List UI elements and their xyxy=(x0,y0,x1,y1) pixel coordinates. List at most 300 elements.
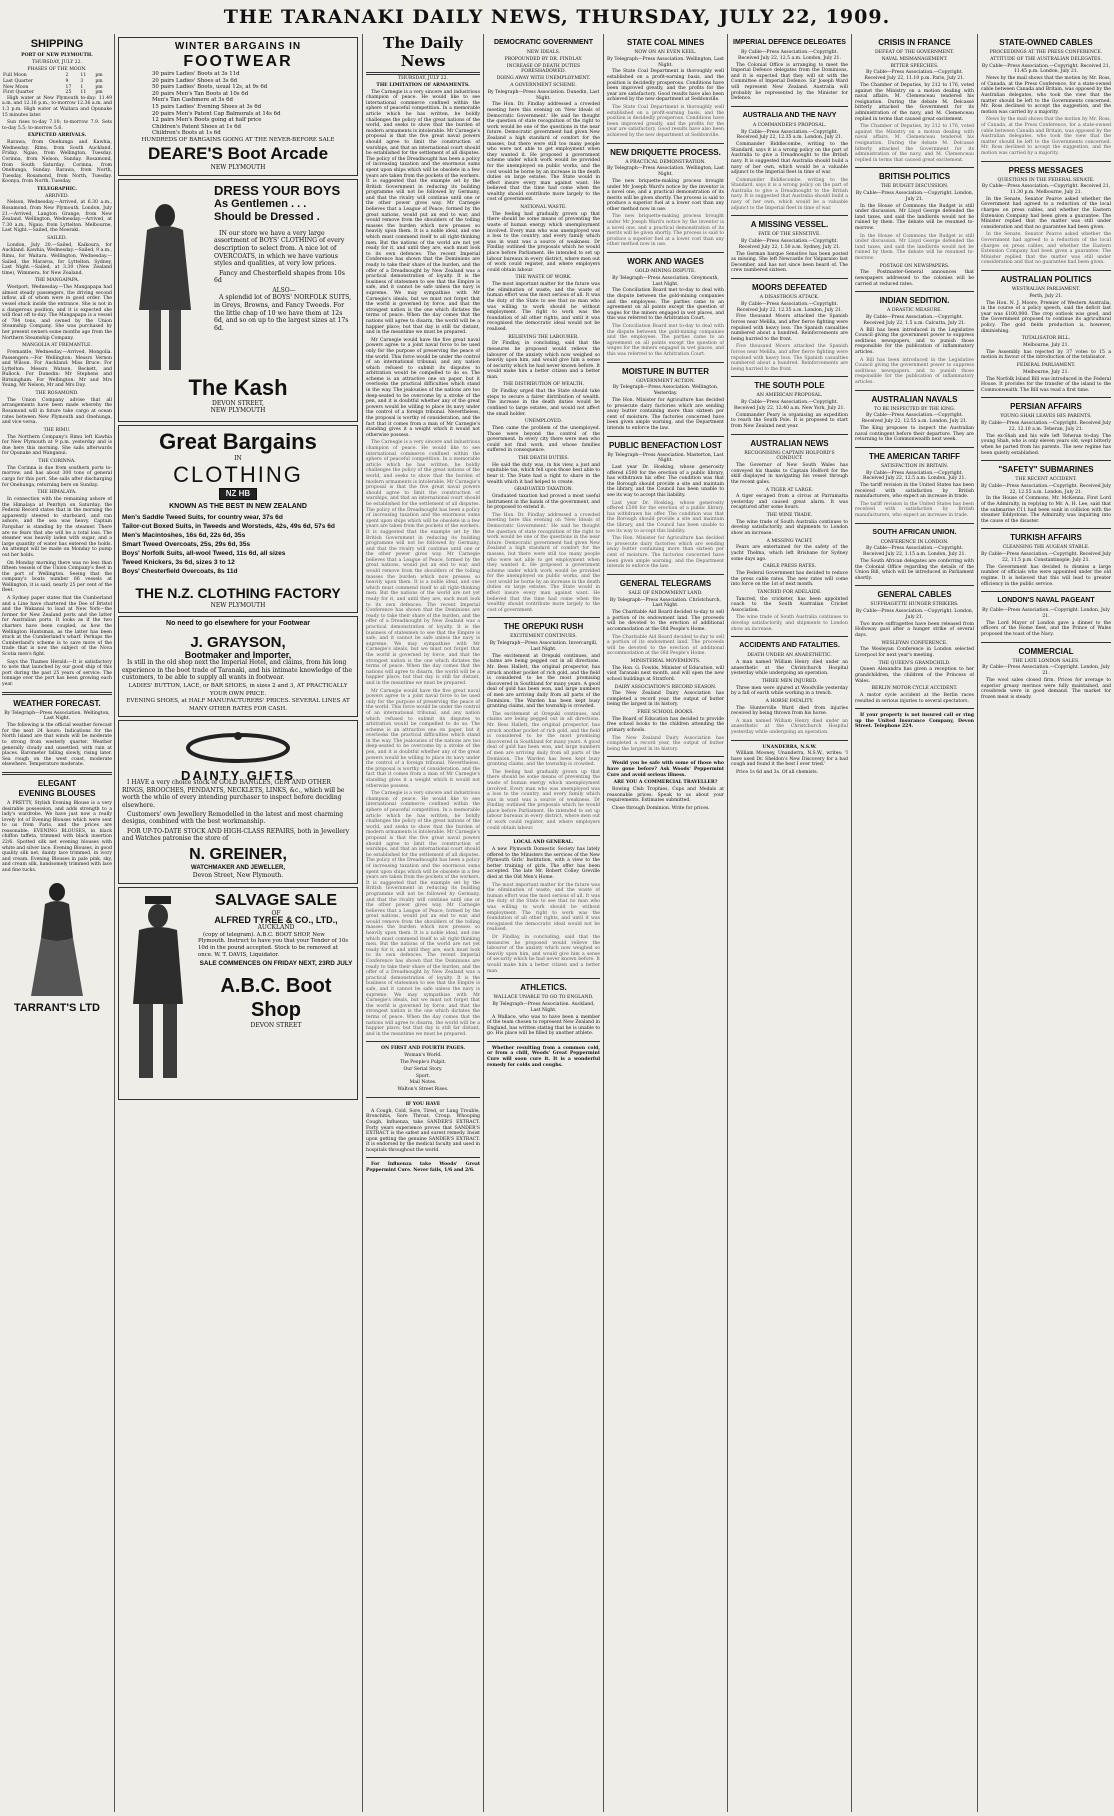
greiner-title: N. GREINER, xyxy=(189,845,287,863)
list-item: 15 pairs Ladies' Evening Shoes at 3s 6d xyxy=(152,103,262,110)
lady-figure-icon xyxy=(27,878,87,998)
dateline: By Cable—Press Association.—Copyright. Received July 22, 12.55 a.m. London, July 21. xyxy=(981,483,1111,495)
article-text: A motor cycle accident at the Berlin races resulted in serious injuries to several spectators. xyxy=(855,692,974,704)
article-text: The Postmaster-General announces that newspapers addressed to the colonies will be carried at reduced rates. xyxy=(855,270,974,287)
dateline: Melbourne, July 21. xyxy=(1023,342,1069,348)
article-text: The Conciliation Board met to-day to deal with the dispute between the gold-mining companies and the employees. The parties came to an agreement on all points except the question of wages for the miners engaged in wet places, and this was referred to the Arbitration Court. xyxy=(607,288,724,322)
general-cables-heading: GENERAL CABLES xyxy=(877,590,952,600)
subheading: THE WINE TRADE. xyxy=(766,513,813,519)
article-text: The Board of Education has decided to provide free school books to the children attending the primary schools. xyxy=(607,716,724,734)
mangapapa-text: Westport, Wednesday.—The Mangapapa had almost steady passengers, the driving second inflow, all of whom were in good order. The vessel stuck inside the entrance. She is not in a dangerous position, and it is expected she will float off to-day. The Mangapapa is a vessel of 784 tons, and owned by the Union Steamship Company. She was purchased by her present owners some months ago from the Northern Steamship Company. xyxy=(2,285,112,341)
article-text: In the Senate, Senator Pearce asked whether the Government had agreed to a reduction of the local charges on press cables, and whether the Eastern Extension Company had been given a guarantee. The Minister replied that the matter was still under consideration and that no guarantee had been given. xyxy=(981,196,1111,230)
himalaya-text: In connection with the remaining ashore of the Himalaya at Penrhyn on Saturday, the Federal Record states that in the morning the apparently steered to starboard, and ran ashore, and the sea was heavy. Captain Farquhar is standing by the steamer. There are no fears that she will be a total loss. The steamer was heavily laden with sugar, and a large quantity of water has entered the holds. An attempt will be made on Monday to pump out her holds. xyxy=(2,496,112,558)
article-text: The Chamber of Deputies, by 212 to 176, voted against the Ministry on a motion dealing with naval affairs. M. Clemenceau tendered his resignation. During the debate M. Delcassé bitterly attacked the Government for its administration of the navy, and M. Clemenceau replied in terms that caused great excitement. xyxy=(855,124,974,163)
expected-text: Rarawa, from Onehunga and Kawhia, Wednesday. Rimu, from South Auckland, Friday. Ngaio, from Wellington, Tuesday. Corinna, from Nelson, Sunday. Rosamond, from South Saturday. Corinna, from Onehunga, Sunday. Rarawa, from North, Tuesday. Rosamond, from North, Tuesday. Koonya, from North, Tuesday. xyxy=(2,140,112,185)
list-item: 20 pairs Men's Tan Boots at 10s 6d xyxy=(152,90,249,97)
table-row: Last Quarter 9 3 pm xyxy=(3,78,103,84)
mangapapa-heading: THE MANGAPAPA. xyxy=(34,278,80,284)
subheading: GOLD-MINING DISPUTE. xyxy=(635,269,696,275)
dateline: By Telegraph—Press Association. Invercargill, Last Night. xyxy=(489,641,598,653)
woods-ad-text: Whether resulting from a common cold, or from a chill, Woods' Great Peppermint Cure will soon cure it. It is a wonderful remedy for colds and coughs. xyxy=(487,1045,600,1068)
subheading: A HORSE FATALITY. xyxy=(765,698,814,704)
elegant-heading: ELEGANT xyxy=(37,778,77,788)
list-item: Tailor-cut Boxed Suits, in Tweeds and Worsteds, 42s, 49s 6d, 57s 6d xyxy=(122,522,335,530)
tarrants-logo: TARRANT'S LTD xyxy=(14,1001,100,1014)
subheading: DEATH UNDER AN ANAESTHETIC. xyxy=(747,653,832,659)
article-text: A new Plymouth Domestic Society has lately offered to the Ministers the services of the New Plymouth Girls' Institution, with a view to the better training of girls. The offer has been accepted. The late Mr. Robert Colley Greville died at the Old Men's Home. xyxy=(487,847,600,881)
weather-heading: WEATHER FORECAST. xyxy=(13,698,101,708)
article-text: The wine trade of South Australia continues to develop satisfactorily, and shipments to London show an increase. xyxy=(731,615,848,632)
column-rule xyxy=(603,34,604,1812)
shipping-heading: SHIPPING xyxy=(30,38,84,50)
subheading: THE QUEEN'S GRANDCHILD. xyxy=(878,660,951,666)
subheading: FEDERAL PARLIAMENT. xyxy=(1016,362,1076,368)
list-item: Children's Boots at 1s 6d xyxy=(152,130,221,137)
list-item: The People's Pulpit. xyxy=(399,1059,446,1065)
dateline: By Telegraph—Press Association. Masterton, Last Night. xyxy=(607,452,724,464)
table-row: New Moon 17 1 pm xyxy=(3,84,103,90)
article-text: The Hon. Minister for Agriculture has decided to prosecute dairy factories which are sending away butter containing more than sixteen per cent of moisture. The factories concerned have been given ample warning, and the Department intends to enforce the law. xyxy=(607,536,724,570)
article-text: The tariff revision in the United States has been received with satisfaction by British manufacturers, who expect an increase in trade. xyxy=(855,483,974,500)
subheading: FATE OF THE SENSITIVE. xyxy=(758,232,821,238)
sailed-heading: SAILED. xyxy=(47,236,67,242)
if-you-have-text: A Cough, Cold, Sore, Tired, or Lung Trouble, Bronchitis, Sore Throat, Croup, Whooping Cough, Influenza, take SANDER'S EXTRACT. Forty years experience proves that SANDER'S EXTRACT is the safest and surest remedy. Insist upon getting the genuine SANDER'S EXTRACT. It is endorsed by the medical faculty and used in hospitals throughout the world. xyxy=(366,1108,480,1153)
ladies-text: LADIES' BUTTON, LACE, or BAR SHOES, in sizes 2 and 3, AT PRACTICALLY YOUR OWN PRICE. xyxy=(128,683,348,697)
rimu-heading: THE RIMU. xyxy=(43,427,71,433)
australia-navy-heading: AUSTRALIA AND THE NAVY xyxy=(742,111,837,119)
subheading: WALLACE UNABLE TO GO TO ENGLAND. xyxy=(493,995,594,1001)
article-text: Dr Findlay, in concluding, said that the measures he proposed would relieve the labourer of the anxiety which now weighed so heavily upon him, and would give him a sense of security which he had never known before. It would make him a better citizen and a better man. xyxy=(487,341,600,380)
subheading: ATTITUDE OF THE AUSTRALIAN DELEGATES. xyxy=(990,56,1102,62)
list-item: Our Serial Story. xyxy=(403,1066,443,1072)
limitation-heading: THE LIMITATION OF ARMAMENTS. xyxy=(376,82,470,88)
arrived-text: Nelson, Wednesday.—Arrived, at 6.30 a.m., Rosamond, from New Plymouth. London, July 21.—Arrived, Langton Grange, from New Zealand. Wellington, Wednesday.—Arrived, at 7.30 a.m., Ngaio, from Lyttelton. Melbourne, Last Night.—Sailed, the Moeraki. xyxy=(2,200,112,234)
dateline: By Cable—Press Association.—Copyright. London, July 21. xyxy=(982,665,1110,677)
article-text: The Lord Mayor of London gave a dinner to the officers of the Home fleet, and the Prince of Wales proposed the toast of the Navy. xyxy=(981,620,1111,637)
list-item: Mail Notes. xyxy=(409,1080,437,1086)
article-text: The South African delegates are conferring with the Colonial Office regarding the details of the Union Bill, which will be introduced in Parliament shortly. xyxy=(855,559,974,581)
table-row: First Quarter 25 11 pm xyxy=(3,90,103,96)
port-heading: PORT OF NEW PLYMOUTH. xyxy=(21,53,93,58)
article-text: The Assembly has rejected by 37 votes to 15 a motion in favour of the introduction of the totalisator. xyxy=(981,349,1111,361)
article-text: Dr Findlay urged that the State should take steps to secure a fairer distribution of wealth. The increase in the death duties would be confined to large estates, and would not affect the small holder. xyxy=(487,389,600,417)
subheading: THE RECENT ACCIDENT. xyxy=(1015,477,1077,483)
advertisement-column xyxy=(118,34,358,1812)
shipping-column xyxy=(2,34,112,1812)
shipping-date: THURSDAY, JULY 22. xyxy=(32,59,82,65)
unanderra-heading: UNANDERRA, N.S.W. xyxy=(762,744,817,750)
list-item: Smart Tweed Overcoats, 25s, 29s 6d, 35s xyxy=(122,540,251,548)
subheading: FREE SCHOOL BOOKS. xyxy=(637,710,694,716)
list-item: Men's Tan Cashmere at 3s 6d xyxy=(152,97,233,104)
list-item: Children's Patent Shoes at 1s 6d xyxy=(152,123,241,130)
subheading: DAIRY ASSOCIATION'S RECORD SEASON. xyxy=(614,684,717,690)
article-text: The ex-Shah and his wife left Teheran to-day. The young Shah, who is only eleven years old, wept bitterly when he parted from his parents. The new regime has been quietly established. xyxy=(981,433,1111,456)
subheading: DEFEAT OF THE GOVERNMENT. xyxy=(875,50,954,55)
state-cables-heading: STATE-OWNED CABLES xyxy=(999,38,1093,47)
article-text: Commander Biddlecombe, writing to the Standard, says it is a wrong policy on the part of Australia to give a Dreadnought to the British navy. It is suggested that Australia should build a navy of her own, which would be a valuable adjunct to the Imperial fleet in time of war. xyxy=(731,142,848,176)
subheading: A GOVERNMENT SCHEME. xyxy=(510,82,577,88)
column-rule xyxy=(851,34,852,1812)
subheading: CONFERENCE IN LONDON. xyxy=(880,539,949,545)
expected-heading: EXPECTED ARRIVALS. xyxy=(27,133,87,139)
editorial-text: The Carnegie is a very sincere and industrious champion of peace. He would like to see international commerce confined within the sphere of peaceful competition. In a memorable article which he has written, he boldly challenges the policy of the great nations of the world, and seeks to show that the burden of modern armaments is intolerable. Mr Carnegie's proposal is that the five great naval powers should agree to limit the construction of warships, and that an international court should be established for the settlement of all disputes. The policy of the Dreadnought has been a policy of increasing taxation and the enormous sums spent upon ships which will be obsolete in a few years are taken from the pockets of the workers. It is suggested that the example set by the British Government in reducing its building programme will not be followed by Germany, and that the rivalry will continue until one or the other power gives way. Mr Carnegie believes that a League of Peace, formed by the great nations, would put an end to war, and would remove from the shoulders of the toiling masses the burden which now presses so heavily upon them. It is a noble ideal, and one which must commend itself to all right-thinking men. But the nations of the world are not yet ready for it, and until they are, each must look to its own defences. The recent Imperial Conference has shown that the Dominions are ready to take their share of the burden, and the offer of a Dreadnought by New Zealand was a practical demonstration of loyalty. It is the business of statesmen to see that the Empire is safe, and it cannot be safe unless the navy is supreme. We may sympathise with Mr Carnegie's ideals, but we must not forget that the world is governed by force, and that the strongest nation is the one which dictates the terms of peace. When the day comes that the nations will agree to disarm, the world will be a happier place; but that day is still far distant, and in the meantime we must be prepared. xyxy=(366,89,480,336)
subheading: WESLEYAN CONFERENCE. xyxy=(881,640,948,646)
watchmaker-text: WATCHMAKER AND JEWELLER, xyxy=(191,864,285,871)
article-text: The Hon. Dr. Findlay addressed a crowded meeting here this evening on 'New Ideals of Democratic Government.' He said he thought the question of state recognition of the right to work would be one of the questions in the near future. Democratic government had given New Zealand a high standard of comfort for the masses, but there were still too many people who were not able to get employment when they wanted it. He proposed a government scheme under which work would be provided for the unemployed on public works, and the cost would be borne by an increase in the death duties on large estates. The State would in effect insure every man against want. He believed that the time had come when the wealthy should contribute more largely to the cost of government. xyxy=(487,102,600,203)
news-column-6 xyxy=(731,34,848,1812)
subheading: RELIEVING THE LABOURER. xyxy=(508,334,579,340)
rosamond-heading: THE ROSAMOND. xyxy=(35,391,79,397)
article-text: Five thousand Moors attacked the Spanish forces near Melilla, and after fierce fighting were repulsed with heavy loss. The Spanish casualties numbered about a hundred. Reinforcements are being hurried to the front. xyxy=(731,314,848,342)
subheading: NEW IDEALS. xyxy=(526,50,561,55)
article-text: Three men were injured at Woodville yesterday by a fall of earth while working in a trench. xyxy=(731,685,848,697)
subheading: THE WASTE OF WORK. xyxy=(515,275,572,281)
dateline: By Cable—Press Association.—Copyright. Received 21, 11.30 p.m. Melbourne, July 21. xyxy=(981,184,1111,196)
dateline: By Cable—Press Association.—Copyright. Received July 22, 11.5 p.m. Constantinople, July 21. xyxy=(981,552,1111,564)
should-be-dressed-text: Should be Dressed . xyxy=(214,210,320,223)
telegraphic-heading: TELEGRAPHIC. xyxy=(36,186,78,192)
salvage-title: SALVAGE SALE xyxy=(214,891,338,909)
work-wages-heading: WORK AND WAGES xyxy=(627,257,704,267)
article-text: The German barque Sensitive has been posted as missing. She left Newcastle for Valparaiso last December, and has not since been heard of. The crew numbered sixteen. xyxy=(731,251,848,274)
sydney-text: A Sydney paper states that the Cumberland and a Line have chartered the Dee of Bristol and the Wakanui to load at New York—the former for New Zealand ports and the latter for Australian ports. It looks as if the two charters have been coupled, as how the Wellington Huntsman, as the latter has been stuck at the Cumberland's wharf. Perhaps the Cumberland's scheme is to save more of the trade that is now the subject of the Nova Scotia men's fight. xyxy=(2,596,112,658)
subheading: A DRASTIC MEASURE. xyxy=(887,308,942,314)
public-benefaction-heading: PUBLIC BENEFACTION LOST xyxy=(609,440,722,450)
article-text: Close through Dominion. Write for prices. xyxy=(612,805,710,811)
article-text: Tancred, the cricketer, has been appointed coach to the South Australian Cricket Association. xyxy=(731,596,848,613)
salvage-text: (copy of telegram). A.B.C. BOOT SHOP, New Plymouth. Instruct to have you that your Tender of 10s 10d in the pound accepted. Stock to be removed at once. W. T. DAVIS, Liquidator. xyxy=(198,931,349,958)
list-item: 30 pairs Ladies' Boots at 3s 11d xyxy=(152,71,240,77)
subheading: UNEMPLOYED. xyxy=(524,419,563,425)
dateline: By Cable—Press Association.—Copyright. Received July 22, 12.5 a.m. London, July 21. xyxy=(863,470,966,482)
article-text: In the Senate, Senator Pearce asked whether the Government had agreed to a reduction of the local charges on press cables, and whether the Eastern Extension Company had been given a guarantee. The Minister replied that the matter was still under consideration and that no guarantee had been given. xyxy=(981,232,1111,266)
as-gentlemen-text: As Gentlemen . . . xyxy=(214,197,307,210)
article-text: Commander Peary is organising an expedition to reach the South Pole. It is proposed to start from New Zealand next year. xyxy=(731,412,848,429)
editorial-date: THURSDAY, JULY 22. xyxy=(398,76,448,81)
kash-title: The Kash xyxy=(188,374,288,400)
corinna-heading: THE CORINNA. xyxy=(38,459,76,465)
article-text: Queen Alexandra has given a reception to her grandchildren, the children of the Princess of Wales. xyxy=(855,667,974,684)
clothing-title: CLOTHING xyxy=(173,462,303,488)
woods-ad-text: For Influenza take Woods' Great Peppermint Cure. Never fails, 1/6 and 2/6. xyxy=(366,1162,480,1174)
list-item: 50 pairs Ladies' Boots, usual 12s, at 9s 6d xyxy=(152,84,268,91)
dainty-gifts-title: DAINTY GIFTS xyxy=(180,768,296,784)
man-figure-icon xyxy=(123,894,193,1084)
bootmaker-text: Bootmaker and Importer, xyxy=(184,649,292,660)
subheading: DOING AWAY WITH UNEMPLOYMENT. xyxy=(496,76,591,82)
subheading: A COMMANDER'S PROPOSAL. xyxy=(752,122,827,128)
subheading: BITTER SPEECHES. xyxy=(890,63,939,69)
article-text: The New Zealand Dairy Association has completed a record year, the output of butter being the largest in its history. xyxy=(607,691,724,708)
article-text: Five thousand Moors attacked the Spanish forces near Melilla, and after fierce fighting were repulsed with heavy loss. The Spanish casualties numbered about a hundred. Reinforcements are being hurried to the front. xyxy=(731,344,848,372)
safety-submarines-heading: "SAFETY" SUBMARINES xyxy=(998,465,1094,475)
traveller-heading: ARE YOU A COMMERCIAL TRAVELLER? xyxy=(613,780,718,786)
footwear-title: FOOTWEAR xyxy=(183,53,293,70)
dateline: By Telegraph—Press Association. Wellington, Yesterday. xyxy=(612,385,719,397)
article-text: The New Zealand Dairy Association has completed a record year, the output of butter being the largest in its history. xyxy=(607,735,724,752)
list-item: Boys' Chesterfield Overcoats, 8s 11d xyxy=(122,567,238,575)
article-text: In the House of Commons, Mr. McKenna, First Lord of the Admiralty, in replying to Mr. A. H. Lee, said that the submarine C11 had been sunk in collision with the steamer Eddystone. The Admiralty was inquiring into the cause of the disaster. xyxy=(981,496,1111,524)
if-you-have-heading: IF YOU HAVE xyxy=(405,1101,441,1107)
article-text: The King proposes to inspect the Australian naval contingent before their departure. They are returning to the Commonwealth next week. xyxy=(855,425,974,443)
article-text: News by the mail shows that the motion by Mr. Ross, of Canada, at the Press Conference, for a state-owned cable between Canada and Britain, was opposed by the Australian delegates, who took the view that the matter should be left to the Governments concerned. Mr. Ross declined to accept the suggestion, and the motion was carried by a majority. xyxy=(981,117,1111,156)
article-text: He said the duty was, in his view, a just and equitable tax, which fell upon those best able to bear it. The State had a right to share in the wealth which it had helped to create. xyxy=(487,462,600,485)
subheading: TO BE INSPECTED BY THE KING. xyxy=(874,406,955,412)
dateline: By Telegraph—Press Association. Auckland, Last Night. xyxy=(492,1001,595,1013)
himalaya-heading: THE HIMALAYA. xyxy=(37,490,77,496)
dateline: By Cable—Press Association.—Copyright. Received July 22, 12.35 a.m. London, July 21. xyxy=(736,129,843,141)
article-text: The new briquette-making process brought under Mr Joseph Ward's notice by the inventor is a novel one, and a practical demonstration of its merits will be given shortly. The process is said to produce a superior fuel at a lower cost than any other method now in use. xyxy=(607,214,724,248)
article-text: Price 1s 6d and 3s. Of all chemists. xyxy=(736,770,819,776)
article-text: Last year Dr. Hosking, whose generosity offered £500 for the erection of a public library, has withdrawn his offer. The condition was that the Borough should provide a site and maintain the library, and the Council has been unable to see its way to accept this liability. xyxy=(607,500,724,534)
australian-navals-heading: AUSTRALIAN NAVALS xyxy=(871,394,958,404)
article-text: A tiger escaped from a circus at Parramatta yesterday and caused great alarm. It was recaptured after some hours. xyxy=(731,494,848,511)
fremantle-text: Fremantle, Wednesday.—Arrived, Mongolia. Passengers.—For Wellington: Messrs Vernon and Wilson. For Auckland: Miss Bruce. For Lyttelton: Messrs Watson, Beckett, and Bullock. For Dunedin: Mr Stephens and Birmingham. For Wellington: Mr and Mrs Young, Mr Nelson, Mr and Mrs Day. xyxy=(2,349,112,389)
article-text: The Chamber of Deputies, by 212 to 176, voted against the Ministry on a motion dealing with naval affairs. M. Clemenceau tendered his resignation. During the debate M. Delcassé bitterly attacked the Government for its administration of the navy, and M. Clemenceau replied in terms that caused great excitement. xyxy=(855,82,974,122)
salvage-sale-ad xyxy=(118,887,358,1100)
subheading: A DISASTROUS ATTACK. xyxy=(759,295,820,301)
article-text: The feeling had gradually grown up that there should be some means of preventing the waste of human energy which unemployment involved. Every man who was unemployed was a loss to the country, and every family which was in want was a source of weakness. Dr Findlay outlined the proposals which he would place before Parliament. He intended to set up labour bureaux in every district, where men out of work could register, and where employers could obtain labour. xyxy=(487,769,600,831)
abc-location: DEVON STREET xyxy=(250,1021,302,1029)
article-text: The Governor of New South Wales has conveyed his thanks to Captain Holford for the skill displayed in navigating his vessel through the recent gales. xyxy=(731,463,848,485)
grayson-title: J. GRAYSON, xyxy=(190,633,286,651)
dateline: By Cable—Press Association.—Copyright. Received July 22, 12.40 a.m. New York, July 21. xyxy=(734,400,845,411)
rosamond-text: The Union Company advise that all arrangements have been made whereby the Rosamond will in future take cargo at ocean rates between New Plymouth and Onehunga, and vice versa. xyxy=(2,397,112,426)
article-text: The Hon. Minister for Agriculture has decided to prosecute dairy factories which are sending away butter containing more than sixteen per cent of moisture. The factories concerned have been given ample warning, and the Department intends to enforce the law. xyxy=(607,397,724,431)
weather-dateline: By Telegraph—Press Association. Wellington, Last Night. xyxy=(4,710,110,722)
weather-text: The following is the official weather forecast for the next 24 hours: Indications for the North Island are that winds will be moderate to strong from westerly quarter. Weather generally cloudy and unsettled, with rain at places. Barometer falling slowly, rising later. Sea rough on the west coast, moderate elsewhere. Temperature moderate. xyxy=(2,723,112,768)
democratic-heading: DEMOCRATIC GOVERNMENT xyxy=(493,39,594,46)
imperial-defence-heading: IMPERIAL DEFENCE DELEGATES xyxy=(733,39,846,46)
greiner-ad xyxy=(118,720,358,883)
article-text: Last year Dr. Hosking, whose generosity offered £500 for the erection of a public library, has withdrawn his offer. The condition was that the Borough should provide a site and maintain the library, and the Council has been unable to see its way to accept this liability. xyxy=(607,465,724,499)
british-politics-heading: BRITISH POLITICS xyxy=(878,172,951,182)
article-text: The excitement at Orepuki continues, and claims are being pegged out in all directions. Mr. Bess Hallett, the original prospector, has struck another pocket of rich gold, and the field is considered to be the most promising discovered in Southland for many years. A good deal of gold has been won, and large numbers of men are arriving daily from all parts of the Dominion. The Warden has been kept busy granting claims, and the township is crowded. xyxy=(487,653,600,710)
subheading: THE BUDGET DISCUSSION. xyxy=(880,184,949,190)
subheading: TANCRED FOR ADELAIDE. xyxy=(757,589,822,595)
commercial-heading: COMMERCIAL xyxy=(1018,646,1074,656)
accidents-heading: ACCIDENTS AND FATALITIES. xyxy=(739,642,840,650)
dateline: By Cable—Press Association.—Copyright. Received 21, 11.45 p.m. London, July 21. xyxy=(981,63,1111,75)
subheading: YOUNG SHAH LEAVES HIS PARENTS. xyxy=(1000,414,1092,420)
factory-location: NEW PLYMOUTH xyxy=(210,601,266,609)
woods-ad-text: Would you be safe with some of those who have gone before? Ask Woods' Peppermint Cure and avoid serious illness. xyxy=(607,761,724,778)
fancy-text: Fancy and Chesterfield shapes from 10s 6d xyxy=(214,269,345,285)
subheading: GOVERNMENT ACTION. xyxy=(636,378,695,384)
evening-blouses-heading: EVENING BLOUSES xyxy=(18,788,96,798)
insurance-ad-text: If your property is not insured call or ring up the United Insurance Company, Devon Street. Telephone 224. xyxy=(855,713,974,730)
naval-pageant-heading: LONDON'S NAVAL PAGEANT xyxy=(997,597,1095,605)
list-item: Sport. xyxy=(415,1073,431,1079)
known-best-text: KNOWN AS THE BEST IN NEW ZEALAND xyxy=(169,502,307,510)
greiner-location: Devon Street, New Plymouth. xyxy=(192,872,284,880)
australian-politics-heading: AUSTRALIAN POLITICS xyxy=(1000,275,1092,285)
no-need-text: No need to go elsewhere for your Footwear xyxy=(166,620,310,628)
article-text: The Colonial Office is arranging to meet the Imperial Defence delegates from the Dominions, and it is expected that they will sit with the Committee of Imperial Defence. Sir Joseph Ward will represent New Zealand. Australia will probably be represented by the Minister for Defence. xyxy=(731,62,848,102)
dateline: By Cable—Press Association.—Copyright. Received July 22, 1.5 a.m. Calcutta, July 21. xyxy=(863,315,966,326)
crisis-france-heading: CRISIS IN FRANCE xyxy=(878,38,951,47)
tyree-of-text: OF xyxy=(271,909,281,917)
turkish-affairs-heading: TURKISH AFFAIRS xyxy=(1010,533,1082,543)
commence-text: SALE COMMENCES ON FRIDAY NEXT, 23RD JULY xyxy=(199,960,353,968)
subheading: SALE OF ENDOWMENT LAND. xyxy=(628,590,703,596)
article-text: A man named William Henry died under an anaesthetic at the Christchurch Hospital yesterday while undergoing an operation. xyxy=(731,718,848,735)
list-item: 12 pairs Men's Boots going at half price xyxy=(152,117,262,124)
article-text: The most important matter for the future was the elimination of waste, and the waste of human effort was the most serious of all. It was the duty of the State to see that no man who was willing to work should be without employment. The right to work was the foundation of all other rights, and until it was recognised the democratic ideal would not be realised. xyxy=(487,282,600,332)
subheading: TOTALISATOR BILL. xyxy=(1021,336,1071,342)
article-text: In the House of Commons the Budget is still under discussion. Mr Lloyd George defended the land taxes, and said the landlords would not be ruined by them. The debate will be resumed to-morrow. xyxy=(855,203,974,232)
evening-text: EVENING SHOES, at HALF MANUFACTURERS' PRICES. SEVERAL LINES AT MANY OTHER RATES FOR CASH. xyxy=(126,698,350,712)
sun-note: Sun rises to-day 7.10; to-morrow 7.9. Sets to-day 5.5; to-morrow 5.6. xyxy=(2,120,112,131)
also-text: ALSO— xyxy=(272,286,296,294)
article-text: The tariff revision in the United States has been received with satisfaction by British manufacturers, who expect an increase in trade. xyxy=(855,501,974,519)
masthead-title: THE TARANAKI DAILY NEWS, THURSDAY, JULY 22, 1909. xyxy=(223,6,891,28)
press-messages-heading: PRESS MESSAGES xyxy=(1008,165,1084,175)
subheading: WESTRALIAN PARLIAMENT. xyxy=(1011,287,1081,293)
kash-location: NEW PLYMOUTH xyxy=(210,407,266,415)
article-text: Dr Findlay, in concluding, said that the measures he proposed would relieve the labourer of the anxiety which now weighed so heavily upon him, and would give him a sense of security which he had never known before. It would make him a better citizen and a better man. xyxy=(487,934,600,974)
great-bargains-title: Great Bargains xyxy=(159,428,317,454)
news-column-7 xyxy=(855,34,974,1812)
subheading: BERLIN MOTOR CYCLE ACCIDENT. xyxy=(871,686,958,692)
news-column-4 xyxy=(487,34,600,1812)
dateline: By Telegraph—Press Association. Greymouth, Last Night. xyxy=(612,275,719,287)
moisture-heading: MOISTURE IN BUTTER xyxy=(621,366,710,376)
article-text: The excitement at Orepuki continues, and claims are being pegged out in all directions. Mr. Bess Hallett, the original prospector, has struck another pocket of rich gold, and the field is considered to be the most promising discovered in Southland for many years. A good deal of gold has been won, and large numbers of men are arriving daily from all parts of the Dominion. The Warden has been kept busy granting claims, and the township is crowded. xyxy=(487,711,600,768)
grayson-ad xyxy=(118,616,358,717)
dateline: By Telegraph—Press Association. Wellington, Last Night. xyxy=(607,56,724,68)
moors-heading: MOORS DEFEATED xyxy=(752,283,827,293)
article-text: The Charitable Aid Board decided to-day to sell a portion of its endowment land. The proceeds will be devoted to the erection of additional accommodation at the Old People's Home. xyxy=(607,634,724,657)
nz-brand-logo: NZ HB xyxy=(219,488,257,499)
article-text: A man named William Henry died under an anaesthetic at the Christchurch Hospital yesterday while undergoing an operation. xyxy=(731,659,848,677)
article-text: The new briquette-making process brought under Mr Joseph Ward's notice by the inventor is a novel one, and a practical demonstration of its merits will be given shortly. The process is said to produce a superior fuel at a lower cost than any other method now in use. xyxy=(607,178,724,212)
subheading: QUESTIONS IN THE FEDERAL SENATE. xyxy=(997,177,1095,183)
says-text: Says the Thames Herald:—It is satisfactory to note that launched by our good ship of this port during the past 25 years of service. The tonnage over the port has been growing each year. xyxy=(2,659,112,687)
daily-news-masthead: The Daily News xyxy=(366,34,480,75)
list-item: Woman's World. xyxy=(404,1053,442,1059)
column-rule xyxy=(114,34,115,1812)
dateline: By Cable—Press Association.—Copyright. Received July 22, 1.15 a.m. London, July 21. xyxy=(863,546,966,558)
missing-vessel-heading: A MISSING VESSEL. xyxy=(750,220,829,230)
subheading: PROCEEDINGS AT THE PRESS CONFERENCE. xyxy=(989,50,1103,55)
corinna-text: The Corinna is due from southern ports to-morrow, and has about 300 tons of general cargo for this port. She sails after discharging for Onehunga, returning here on Sunday. xyxy=(2,465,112,488)
article-text: Fears are entertained for the safety of the yacht Thelma, which left Brisbane for Sydney some days ago. xyxy=(731,545,848,562)
subheading: CLEANSING THE AUGEAN STABLE. xyxy=(1002,545,1090,551)
boy-figure-icon xyxy=(125,200,203,380)
south-african-union-heading: SOUTH AFRICAN UNION. xyxy=(872,528,957,536)
article-text: The feeling had gradually grown up that there should be some means of preventing the waste of human energy which unemployment involved. Every man who was unemployed was a loss to the country, and every family which was in want was a source of weakness. Dr Findlay outlined the proposals which he would place before Parliament. He intended to set up labour bureaux in every district, where men out of work could register, and where employers could obtain labour. xyxy=(487,211,600,273)
article-text: A Bill has been introduced in the Legislative Council giving the government power to suppress seditious newspapers, and to punish those responsible for the publication of inflammatory articles. xyxy=(855,327,974,355)
winter-bargains-title: WINTER BARGAINS IN xyxy=(174,41,302,52)
moon-phase-table xyxy=(2,73,112,95)
deare-location: NEW PLYMOUTH xyxy=(210,164,266,172)
dateline: By Cable—Press Association.—Copyright. Received July 22, 12.55 a.m. London, July 21. xyxy=(861,413,968,425)
subheading: RECOGNISING CAPTAIN HOLFORD'S CONDUCT. xyxy=(744,450,835,462)
subheading: A MISSING YACHT. xyxy=(766,538,813,544)
subheading: NOW ON AN EVEN KEEL. xyxy=(634,50,697,55)
article-text: The Hunterville Ward died from injuries received by being thrown from his horse. xyxy=(731,705,848,717)
article-text: The Hon. Dr. Findlay addressed a crowded meeting here this evening on 'New Ideals of Democratic Government.' He said he thought the question of state recognition of the right to work would be one of the questions in the near future. Democratic government had given New Zealand a high standard of comfort for the masses, but there were still too many people who were not able to get employment when they wanted it. He proposed a government scheme under which work would be provided for the unemployed on public works, and the cost would be borne by an increase in the death duties on large estates. The State would in effect insure every man against want. He believed that the time had come when the wealthy should contribute more largely to the cost of government. xyxy=(487,512,600,613)
editorial-text: The Carnegie is a very sincere and industrious champion of peace. He would like to see international commerce confined within the sphere of peaceful competition. In a memorable article which he has written, he boldly challenges the policy of the great nations of the world, and seeks to show that the burden of modern armaments is intolerable. Mr Carnegie's proposal is that the five great naval powers should agree to limit the construction of warships, and that an international court should be established for the settlement of all disputes. The policy of the Dreadnought has been a policy of increasing taxation and the enormous sums spent upon ships which will be obsolete in a few years are taken from the pockets of the workers. It is suggested that the example set by the British Government in reducing its building programme will not be followed by Germany, and that the rivalry will continue until one or the other power gives way. Mr Carnegie believes that a League of Peace, formed by the great nations, would put an end to war, and would remove from the shoulders of the toiling masses the burden which now presses so heavily upon them. It is a noble ideal, and one which must commend itself to all right-thinking men. But the nations of the world are not yet ready for it, and until they are, each must look to its own defences. The recent Imperial Conference has shown that the Dominions are ready to take their share of the burden, and the offer of a Dreadnought by New Zealand was a practical demonstration of loyalty. It is the business of statesmen to see that the Empire is safe, and it cannot be safe unless the navy is supreme. We may sympathise with Mr Carnegie's ideals, but we must not forget that the world is governed by force, and that the strongest nation is the one which dictates the terms of peace. When the day comes that the nations will agree to disarm, the world will be a happier place; but that day is still far distant, and in the meantime we must be prepared. xyxy=(366,791,480,1037)
article-text: The Government has decided to dismiss a large number of officials who were appointed under the old regime. It is believed that this will lead to greater efficiency in the public service. xyxy=(981,564,1111,587)
article-text: The most important matter for the future was the elimination of waste, and the waste of human effort was the most serious of all. It was the duty of the State to see that no man who was willing to work should be without employment. The right to work was the foundation of all other rights, and until it was recognised the democratic ideal would not be realised. xyxy=(487,882,600,933)
article-text: Graduated taxation had proved a most useful instrument in the hands of the government, and he proposed to extend it. xyxy=(487,493,600,511)
article-text: The Wesleyan Conference in London selected Liverpool for next year's meeting. xyxy=(855,647,974,658)
bangle-icon xyxy=(178,728,298,768)
subheading: MINISTERIAL MOVEMENTS. xyxy=(630,658,701,664)
subheading: SATISFACTION IN BRITAIN. xyxy=(880,463,949,469)
dateline: By Cable—Press Association.—Copyright. Received July 22, 11.10 p.m. Paris, July 21. xyxy=(864,70,965,82)
arrived-heading: ARRIVED. xyxy=(45,193,69,199)
subheading: THE DEATH DUTIES. xyxy=(518,456,569,462)
editorial-text: Mr Carnegie would have the five great naval powers agree to a joint naval force to be used only for the purpose of preserving the peace of the world. This force would be under the control of an international tribunal, and any nation which refused to submit its disputes to arbitration would be compelled to do so. The scheme is an attractive one on paper, but it overlooks the practical difficulties which stand in the way. The jealousies of the nations are too deep-seated to be overcome by a stroke of the pen, and it is doubtful whether any of the great powers would be willing to place its navy under the control of a foreign tribunal. Nevertheless, the proposal is worthy of consideration, and the fact that it comes from a man of Mr Carnegie's standing gives it a weight which it would not otherwise possess. xyxy=(366,337,480,438)
dateline: By Telegraph—Press Association. Dunedin, Last Night. xyxy=(487,89,600,101)
abc-title: A.B.C. Boot Shop xyxy=(220,974,332,1021)
deare-title: DEARE'S Boot Arcade xyxy=(147,144,329,164)
subheading: THREE MEN INJURED. xyxy=(761,678,818,684)
news-column-8 xyxy=(981,34,1111,1812)
article-text: The State Coal Department is thoroughly well established on a profit-earning basis, and the position is decidedly prosperous. Conditions have been improved greatly, and the profits for the year are satisfactory. Good results have also been achieved by the new department at Seddonville. xyxy=(607,104,724,138)
article-text: Commander Biddlecombe, writing to the Standard, says it is a wrong policy on the part of Australia to give a Dreadnought to the British navy. It is suggested that Australia should build a navy of her own, which would be a valuable adjunct to the Imperial fleet in time of war. xyxy=(731,177,848,211)
article-text: The Hon. N. J. Moore, Premier of Western Australia, in the course of a policy speech, said the deficit last year was £100,000. The crop outlook was good, and the Government proposed to continue its agricultural policy. The gold fields production is, however, diminishing. xyxy=(981,300,1111,334)
kash-location: DEVON STREET, xyxy=(212,399,264,407)
table-row: Full Moon 2 11 pm xyxy=(3,73,103,79)
list-item: 20 pairs Ladies' Shoes at 3s 6d xyxy=(152,77,238,84)
dateline: By Cable—Press Association.—Copyright. Received July 22, 12.10 a.m. Teheran, July 21. xyxy=(981,421,1111,432)
article-text: The wool sales closed firm. Prices for average to superior greasy merinos were fully maintained, and crossbreds were in good demand. The market for frozen meat is steady. xyxy=(981,677,1111,700)
dateline: By Cable—Press Association.—Copyright. London, July 21. xyxy=(982,608,1110,620)
subheading: A PRACTICAL DEMONSTRATION. xyxy=(625,159,706,165)
article-text: News by the mail shows that the motion by Mr. Ross, of Canada, at the Press Conference, for a state-owned cable between Canada and Britain, was opposed by the Australian delegates, who took the view that the matter should be left to the Governments concerned. Mr. Ross declined to accept the suggestion, and the motion was carried by a majority. xyxy=(981,76,1111,115)
dateline: By Cable—Press Association.—Copyright. Received July 22, 12.5 a.m. London, July 21. xyxy=(738,50,841,61)
editorial-column xyxy=(366,34,480,1812)
subheading: POSTAGE ON NEWSPAPERS. xyxy=(879,263,950,269)
column-rule xyxy=(483,34,484,1812)
customers-text: Customers' own Jewellery Remodelled in the latest and most charming designs, combined with the best workmanship. xyxy=(122,811,344,826)
kash-ad xyxy=(118,179,358,422)
subheading: CABLE PRESS RATES. xyxy=(762,564,817,570)
local-general-heading: LOCAL AND GENERAL. xyxy=(513,840,574,846)
article-text: In the House of Commons the Budget is still under discussion. Mr Lloyd George defended the land taxes, and said the landlords would not be ruined by them. The debate will be resumed to-morrow. xyxy=(855,233,974,262)
fremantle-heading: MANGOLIA AT FREMANTLE. xyxy=(22,343,92,349)
rimu-text: The Northern Company's Rimu left Kawhia for New Plymouth at 9 p.m. yesterday and is due here this morning. She sails afterwards for Opunake and Wanganui. xyxy=(2,434,112,457)
first-fourth-heading: ON FIRST AND FOURTH PAGES. xyxy=(381,1046,465,1052)
blouse-ad-text: A PRETTY, Stylish Evening Blouse is a very desirable possession, and adds strength to a lady's wardrobe. We have just now a really lovely lot of Evening Blouses which were sent to us from Paris, and the prices are reasonable. EVENING BLOUSES, in black chiffon taffeta, trimmed with black insertion 22/6. Spotted silk net evening blouses with white and silver lace. Evening Blouses, in good quality silk net, dainty lace trimmed, in ivory and cream. Evening Blouses in pale pink, sky, and cream silk, handsomely trimmed with lace and fine tucks. xyxy=(2,800,112,874)
editorial-text: The Carnegie is a very sincere and industrious champion of peace. He would like to see international commerce confined within the sphere of peaceful competition. In a memorable article which he has written, he boldly challenges the policy of the great nations of the world, and seeks to show that the burden of modern armaments is intolerable. Mr Carnegie's proposal is that the five great naval powers should agree to limit the construction of warships, and that an international court should be established for the settlement of all disputes. The policy of the Dreadnought has been a policy of increasing taxation and the enormous sums spent upon ships which will be obsolete in a few years are taken from the pockets of the workers. It is suggested that the example set by the British Government in reducing its building programme will not be followed by Germany, and that the rivalry will continue until one or the other power gives way. Mr Carnegie believes that a League of Peace, formed by the great nations, would put an end to war, and would remove from the shoulders of the toiling masses the burden which now presses so heavily upon them. It is a noble ideal, and one which must commend itself to all right-thinking men. But the nations of the world are not yet ready for it, and until they are, each must look to its own defences. The recent Imperial Conference has shown that the Dominions are ready to take their share of the burden, and the offer of a Dreadnought by New Zealand was a practical demonstration of loyalty. It is the business of statesmen to see that the Empire is safe, and it cannot be safe unless the navy is supreme. We may sympathise with Mr Carnegie's ideals, but we must not forget that the world is governed by force, and that the strongest nation is the one which dictates the terms of peace. When the day comes that the nations will agree to disarm, the world will be a happier place; but that day is still far distant, and in the meantime we must be prepared. xyxy=(366,440,480,686)
dress-text: IN our store we have a very large assortment of BOYS' CLOTHING of every description to select from. A nice lot of OVERCOATS, in which we have various styles and qualities, at very low prices. xyxy=(214,229,345,268)
subheading: NAVAL MISMANAGEMENT. xyxy=(881,56,948,62)
subheading: THE LATE LONDON SALES. xyxy=(1012,658,1080,664)
dateline: By Cable—Press Association.—Copyright. London, July 21. xyxy=(855,191,974,202)
list-item: Tweed Knickers, 3s 6d, sizes 3 to 12 xyxy=(122,558,235,566)
tide-note: High water at New Plymouth to-day: 11.49 a.m. and 12.16 p.m.; to-morrow 12.36 a.m. and 1.3 p.m. High water at Waitara and Opunake 15 minutes later. xyxy=(2,95,112,118)
article-text: The Hon. G. Fowlds, Minister of Education, will visit Taranaki next month, and will open the new school buildings at Stratford. xyxy=(607,665,724,682)
subheading: A TIGER AT LARGE. xyxy=(765,487,814,493)
dateline: Melbourne, July 21. xyxy=(1023,369,1069,375)
list-item: Men's Saddle Tweed Suits, for country wear, 37s 6d xyxy=(122,513,283,521)
article-text: William Mooney, Unanderra, N.S.W., writes: 'I have used Dr. Sheldon's New Discovery for a bad cough and found it the best I ever tried.' xyxy=(731,751,848,768)
general-telegrams-heading: GENERAL TELEGRAMS xyxy=(619,578,712,588)
article-text: The Conciliation Board met to-day to deal with the dispute between the gold-mining companies and the employees. The parties came to an agreement on all points except the question of wages for the miners engaged in wet places, and this was referred to the Arbitration Court. xyxy=(607,323,724,357)
indian-sedition-heading: INDIAN SEDITION. xyxy=(879,296,950,306)
persian-affairs-heading: PERSIAN AFFAIRS xyxy=(1010,402,1082,412)
subheading: EXCITEMENT CONTINUES. xyxy=(510,634,577,640)
australian-news-heading: AUSTRALIAN NEWS xyxy=(750,438,829,448)
news-column-5 xyxy=(607,34,724,1812)
orepuki-heading: THE OREPUKI RUSH xyxy=(503,622,584,632)
